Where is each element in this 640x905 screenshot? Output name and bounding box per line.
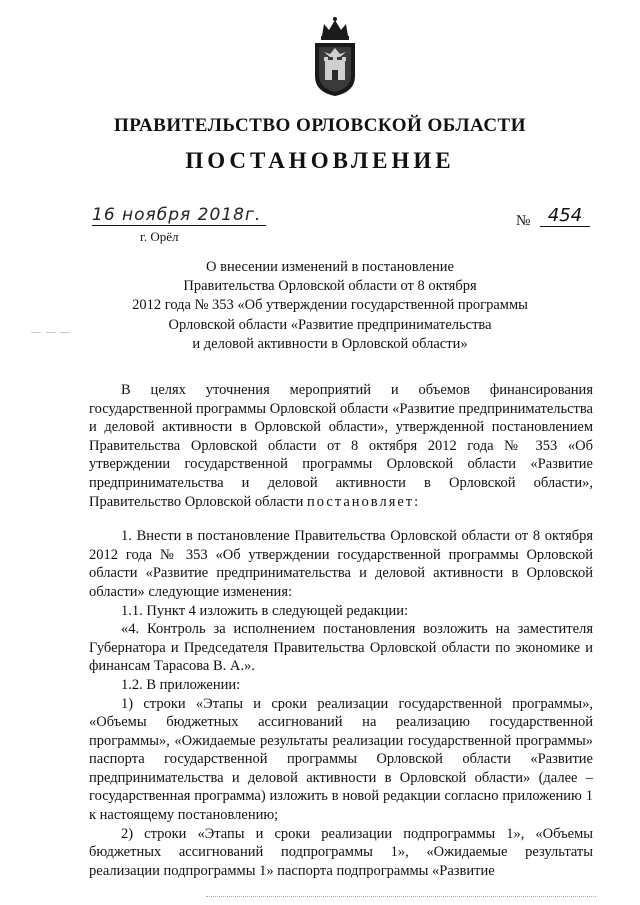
clause-1-2: 1.2. В приложении:: [121, 676, 241, 693]
subject-line: Орловской области «Развитие предпринимательства: [168, 316, 492, 333]
clause-1-2-item-1: 1) строки «Этапы и сроки реализации государственной программы», «Объемы бюджетных ассигнований на реализацию государственной программы», «Ожидаемые результаты реализации государственной программы» паспорта государственной программы Орловской области «Развитие предпринимательства и деловой активности в Орловской области» (далее – государственная программа) изложить в новой редакции согласно приложению 1 к настоящему постановлению;: [89, 695, 593, 824]
preamble-text: В целях уточнения мероприятий и объемов финансирования государственной программы Орловской области «Развитие предпринимательства и деловой активности в Орловской области», утвержденной постановлением Правительства Орловской области от 8 октября 2012 года № 353 «Об утверждении государственной программы Орловской области «Развитие предпринимательства и деловой активности в Орловской области», Правительство Орловской области: [89, 382, 593, 510]
resolves-word: постановляет:: [307, 493, 421, 510]
document-body: [89, 381, 593, 880]
organization-title: ПРАВИТЕЛЬСТВО ОРЛОВСКОЙ ОБЛАСТИ: [113, 115, 526, 136]
subject-line: и деловой активности в Орловской области»: [192, 335, 468, 352]
coat-of-arms-emblem: [310, 16, 360, 98]
margin-mark: — — —: [31, 327, 71, 338]
handwritten-number: 454: [540, 206, 590, 227]
document-subject: [120, 258, 540, 354]
subject-line: Правительства Орловской области от 8 октября: [183, 278, 477, 295]
footer-divider: [206, 896, 596, 897]
clause-1: 1. Внести в постановление Правительства Орловской области от 8 октября 2012 года № 353 «Об утверждении государственной программы Орловской области «Развитие предпринимательства и деловой активности в Орловской области» следующие изменения:: [89, 528, 593, 600]
handwritten-date: 16 ноября 2018г.: [92, 205, 266, 226]
clause-1-1: 1.1. Пункт 4 изложить в следующей редакции:: [121, 602, 409, 619]
number-label: №: [516, 213, 531, 229]
clause-1-2-item-2: 2) строки «Этапы и сроки реализации подпрограммы 1», «Объемы бюджетных ассигнований подпрограммы 1», «Ожидаемые результаты реализации подпрограммы 1» паспорта подпрограммы «Развитие: [89, 825, 593, 879]
subject-line: 2012 года № 353 «Об утверждении государственной программы: [132, 297, 528, 314]
clause-1-1-quote: «4. Контроль за исполнением постановления возложить на заместителя Губернатора и Председателя Правительства Орловской области по экономике и финансам Тарасова В. А.».: [89, 621, 593, 675]
preamble-paragraph: [89, 381, 593, 511]
document-type-title: ПОСТАНОВЛЕНИЕ: [185, 148, 455, 173]
place-of-issue: г. Орёл: [140, 229, 179, 244]
subject-line: О внесении изменений в постановление: [206, 259, 454, 275]
